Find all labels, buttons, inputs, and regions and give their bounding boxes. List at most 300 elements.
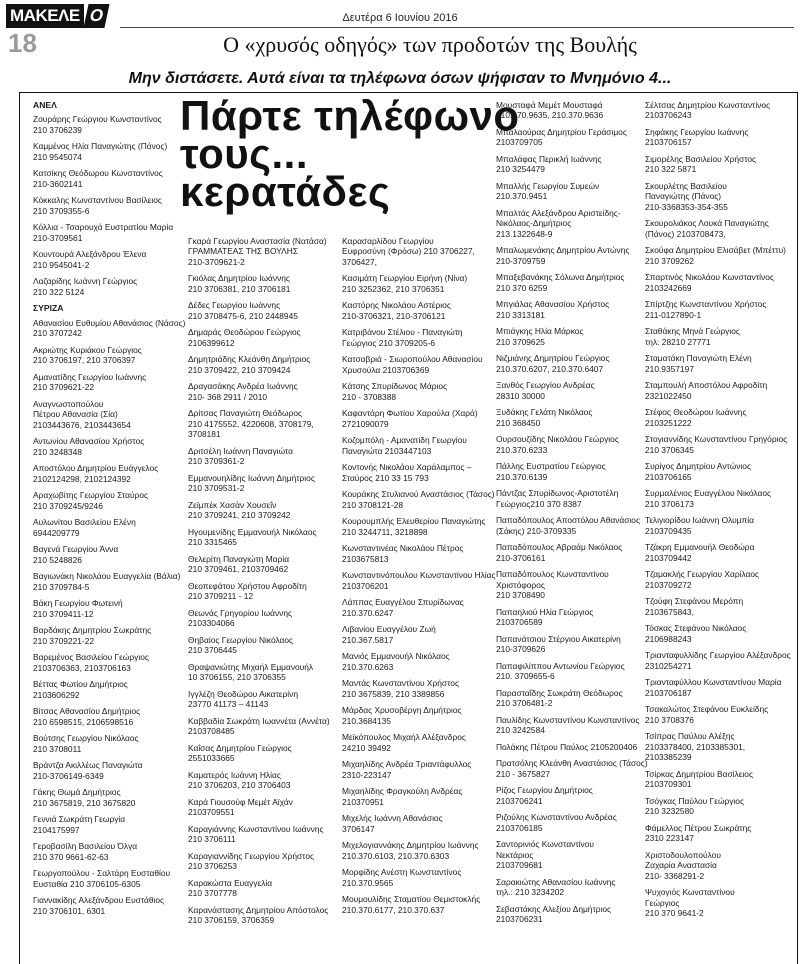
mp-entry — [33, 679, 183, 700]
mp-entry — [496, 353, 636, 374]
mp-entry — [33, 787, 183, 808]
mp-phone: 210 3709625 — [496, 336, 545, 347]
mp-entry — [342, 462, 490, 483]
mp-phone: 210 3708011 — [33, 743, 82, 754]
mp-name: Παπαδόπουλος Κωνσταντίνου — [496, 569, 609, 580]
mp-name: Συρίγος Δημητρίου Αντώνιος — [645, 461, 751, 472]
mp-phone: 2103378400, 2103385301, — [645, 741, 746, 752]
mp-name: Μπαλαούρας Δημητρίου Γεράσιμος — [496, 127, 627, 137]
mp-entry — [33, 706, 183, 727]
mp-name: Κωνσταντινόπουλου Κωνσταντίνου Ηλίας — [342, 570, 496, 581]
mp-name: Τσόγκας Παύλου Γεώργιος — [645, 795, 744, 806]
mp-entry — [496, 714, 640, 736]
mp-name: Παυλίδης Κωνσταντίνου Κωνσταντίνος — [496, 714, 640, 725]
mp-name: Ουρσουζίδης Νικολάου Γεώργιος — [496, 434, 619, 445]
mp-name: Λάππας Ευαγγέλου Σπυρίδωνας — [342, 597, 464, 608]
mp-entry — [33, 814, 183, 835]
mp-phone: 210.370.6207, 210.370.6407 — [496, 363, 604, 374]
mp-phone: 210 4175552, 4220608, 3708179, — [188, 418, 314, 429]
mp-entry — [188, 608, 333, 629]
mp-name: Σταύρος 210 33 15 793 — [342, 472, 429, 483]
mp-phone: 2103708485 — [188, 726, 235, 737]
mp-name: Τόσκας Στεφάνου Νικόλαος — [645, 623, 747, 634]
mp-entry — [342, 732, 490, 753]
mp-name: Ευσταθία 210 3706105-6305 — [33, 878, 141, 889]
mp-phone: 210 3709422, 210 3709424 — [188, 364, 291, 375]
mp-entry — [33, 195, 183, 216]
mp-entry — [188, 716, 333, 737]
mp-phone: 2103706157 — [645, 137, 692, 148]
mp-name: Μπαλάφας Περικλή Ιωάννης — [496, 154, 602, 164]
mp-entry — [33, 868, 183, 889]
mp-phone: 210 3242584 — [496, 725, 545, 736]
mp-phone: 210 3709355-6 — [33, 205, 90, 216]
mp-name: Νιζμιάνης Δημητρίου Γεώργιος — [496, 353, 610, 364]
mp-name: Πάντζας Σπυρίδωνος-Αριστοτέλη — [496, 488, 619, 499]
mp-phone: 2103706201 — [342, 580, 389, 591]
mp-phone: 210 3675819, 210 3675820 — [33, 797, 136, 808]
mp-name: Σκούφα Δημητρίου Ελισάβετ (Μπέττυ) — [645, 245, 786, 256]
mp-phone: 210 3706101, 6301 — [33, 905, 106, 916]
mp-entry — [645, 272, 795, 293]
mp-phone: 210- 368 2911 / 2010 — [188, 391, 268, 402]
mp-name: Τσίρκας Δημητρίου Βασίλειος — [645, 768, 753, 779]
mp-name: (Σάκης) 210-3709335 — [496, 525, 577, 536]
mp-name: Τσακαλώτος Στεφάνου Ευκλείδης — [645, 704, 769, 715]
mp-phone: 210 3252362, 210 3706351 — [342, 283, 445, 294]
mp-name: Δραγασάκης Ανδρέα Ιωάννης — [188, 381, 298, 392]
mp-phone: 210 3254479 — [496, 164, 545, 175]
mp-phone: 23770 41173 – 41143 — [188, 699, 269, 710]
mp-name: Καστόρης Νικολάου Αστέριος — [342, 300, 451, 311]
mp-phone: 2103443676, 2103443654 — [33, 419, 131, 430]
mp-phone: 3706147 — [342, 823, 375, 834]
mp-name: Γεώργιος 210 3709205-6 — [342, 337, 436, 348]
mp-name: Στέφος Θεοδώρου Ιωάννης — [645, 407, 747, 418]
mp-name: Σταμπουλή Αποστόλου Αφροδίτη — [645, 380, 768, 391]
issue-date: Δευτέρα 6 Ιουνίου 2016 — [342, 12, 458, 24]
mp-phone: 210 3706239 — [33, 124, 82, 135]
mp-entry — [645, 218, 795, 239]
mp-phone: 3706427, — [342, 256, 377, 267]
mp-name: Μπαλτάς Αλεξάνδρου Αριστείδης- — [496, 208, 621, 218]
mp-name: Καρά Γιουσούφ Μεμέτ Αϊχάν — [188, 796, 293, 807]
mp-phone: 2103709551 — [188, 807, 235, 818]
mp-entry — [188, 662, 333, 683]
mp-name: Καραγιάννης Κωνσταντίνου Ιωάννης — [188, 823, 324, 834]
mp-entry — [496, 758, 648, 779]
mp-name: Ηγουμενίδης Εμμανουήλ Νικόλαος — [188, 526, 317, 537]
mp-phone: 210 3709784-5 — [33, 581, 90, 592]
mp-name: Καματερός Ιωάννη Ηλίας — [188, 769, 281, 780]
mp-name: Γκιόλας Δημητρίου Ιωάννης — [188, 273, 290, 284]
mp-name: Δέδες Γεωργίου Ιωάννης — [188, 300, 281, 311]
mp-name: Μορφίδης Ανέστη Κωνσταντίνος — [342, 867, 462, 878]
logo-text: ΜΑΚΕΛΕ — [6, 4, 84, 28]
mp-name: Μουμουλίδης Σταματίου Θεμιστοκλής — [342, 894, 481, 905]
mp-phone: 210 368450 — [496, 417, 541, 428]
mp-entry — [33, 372, 183, 393]
mp-phone: 2310 223147 — [645, 833, 694, 844]
mp-phone: 210.3684135 — [342, 715, 391, 726]
mp-entry — [188, 236, 333, 267]
mp-name: Θελερίτη Παναγιώτη Μαρία — [188, 553, 290, 564]
mp-entry — [645, 796, 795, 817]
phone-list-column-2 — [188, 236, 333, 932]
subheadline: Μην διστάσετε. Αυτά είναι τα τηλέφωνα όσων ψήφισαν το Μνημόνιο 4... — [128, 70, 672, 87]
mp-phone: 210 370 9661-62-63 — [33, 851, 109, 862]
mp-phone: 210 3706481-2 — [496, 698, 553, 709]
mp-phone: 210 3708475-6, 210 2448945 — [188, 310, 298, 321]
mp-phone: 2103709301 — [645, 779, 692, 790]
mp-name: Τζάκρη Εμμανουήλ Θεοδώρα — [645, 542, 755, 553]
mp-phone: 210 3709221-22 — [33, 635, 95, 646]
mp-phone: 2103709435 — [645, 525, 692, 536]
mp-name: Αντωνίου Αθανασίου Χρήστος — [33, 436, 145, 447]
mp-entry — [645, 434, 795, 455]
mp-phone: 2103706363, 2103706163 — [33, 662, 131, 673]
mp-phone: 213.1322648-9 — [496, 228, 553, 239]
mp-phone: 210 322 5871 — [645, 164, 697, 175]
mp-entry — [188, 770, 333, 791]
mp-name: Ξανθός Γεωργίου Ανδρέας — [496, 380, 595, 391]
mp-name: Αυλωνίτου Βασιλείου Ελένη — [33, 517, 136, 528]
mp-name: Σκουρολιάκος Λουκά Παναγιώτης — [645, 218, 769, 229]
mp-name: Γεννιά Σωκράτη Γεωργία — [33, 814, 126, 825]
mp-entry — [496, 380, 636, 401]
mp-phone: 6944209779 — [33, 527, 80, 538]
mp-name: Βαρδάκης Δημητρίου Σωκράτης — [33, 625, 152, 636]
mp-phone: 210.370.6177, 210.370.637 — [342, 904, 445, 915]
mp-name: Μπαξεβανάκης Σόλωνα Δημήτριος — [496, 272, 625, 283]
mp-phone: 10 3706155, 210 3706355 — [188, 672, 286, 683]
mp-name: Χριστοδουλοπούλου — [645, 849, 721, 860]
mp-entry — [645, 887, 795, 918]
mp-entry — [188, 581, 333, 602]
mp-phone: 2103706187 — [645, 687, 692, 698]
header-rule — [120, 27, 794, 28]
mp-phone: 2103709442 — [645, 552, 692, 563]
mp-phone: 210.370.9565 — [342, 877, 394, 888]
mp-name: Γάκης Θωμά Δημήτριος — [33, 787, 121, 798]
mp-entry — [33, 222, 183, 243]
mp-name: Μανιός Εμμανουήλ Νικόλαος — [342, 651, 450, 662]
mp-name: Σαρακιώτης Αθανασίου Ιωάννης — [496, 876, 616, 887]
mp-name: Αθανασίου Ευθυμίου Αθανάσιος (Νάσος) — [33, 317, 186, 328]
mp-entry — [645, 353, 795, 374]
mp-entry — [342, 327, 490, 348]
mp-phone: 210 3675839, 210 3389856 — [342, 688, 445, 699]
mp-phone: 210.9357197 — [645, 363, 694, 374]
page-number: 18 — [8, 28, 37, 58]
mp-entry — [645, 127, 795, 148]
mp-entry — [496, 208, 636, 239]
mp-name: Γεροβασίλη Βασιλείου Όλγα — [33, 841, 138, 852]
mp-name: Παπανάτσιου Στέργιου Αικατερίνη — [496, 633, 621, 644]
mp-name: Γεωργοπούλου - Σαλτάρη Ευσταθίου — [33, 868, 171, 879]
mp-phone: 210 3313181 — [496, 309, 545, 320]
mp-name: Πολάκης Πέτρου Παύλος 2105200406 — [496, 741, 638, 752]
logo-mark: Ο — [83, 4, 109, 28]
mp-entry — [496, 542, 636, 563]
mp-entry — [496, 154, 636, 175]
phone-list-column-1 — [33, 100, 186, 922]
mp-entry — [645, 731, 795, 762]
mp-phone: 2103706231 — [496, 914, 543, 925]
mp-name: Μπαλωμενάκης Δημητρίου Αντώνης — [496, 245, 630, 256]
mp-name: Ακριώτης Κυριάκου Γεώργιος — [33, 344, 142, 355]
mp-phone: 210 3709361-2 — [188, 456, 245, 467]
mp-name: Ευφροσύνη (Φρόσω) 210 3706227, — [342, 246, 475, 257]
mp-name: Σεβαστάκης Αλεξίου Δημήτριος — [496, 903, 612, 914]
mp-entry — [496, 661, 636, 682]
mp-phone: 210 9545074 — [33, 151, 82, 162]
mp-entry — [33, 760, 183, 781]
mp-name: Σηφάκης Γεωργίου Ιωάννης — [645, 127, 749, 137]
mp-entry — [188, 905, 333, 926]
mp-entry — [496, 839, 636, 870]
mp-entry — [188, 554, 333, 575]
mp-entry — [496, 515, 640, 536]
mp-phone: 210 3706203, 210 3706403 — [188, 780, 291, 791]
mp-name: Μπιάγκης Ηλία Μάρκος — [496, 326, 584, 337]
mp-phone: 210 - 3675827 — [496, 768, 551, 779]
mp-entry — [33, 168, 183, 189]
mp-name: Δημητριάδης Κλεάνθη Δημήτριος — [188, 354, 311, 365]
mp-entry — [188, 273, 333, 294]
mp-phone: 210.367.5817 — [342, 634, 394, 645]
mp-entry — [342, 894, 490, 915]
mp-phone: 210 3709262 — [645, 255, 694, 266]
mp-name: Τελιγιορίδου Ιωάννη Ολυμπία — [645, 515, 754, 526]
mp-phone: 210 3707778 — [188, 888, 237, 899]
mp-entry — [188, 300, 333, 321]
mp-entry — [645, 769, 795, 790]
mp-phone: 2103385239 — [645, 752, 692, 763]
mp-name: Ψυχογιός Κωνσταντίνου — [645, 887, 735, 898]
mp-name: Βούτσης Γεωργίου Νικόλαος — [33, 733, 139, 744]
mp-phone: 210.370.6139 — [496, 471, 548, 482]
mp-entry — [188, 354, 333, 375]
mp-name: ΓΡΑΜΜΑΤΕΑΣ ΤΗΣ ΒΟΥΛΗΣ — [188, 246, 298, 257]
mp-entry — [188, 446, 333, 467]
mp-entry — [496, 488, 636, 509]
mp-name: Παναγιώτα 2103447103 — [342, 445, 432, 456]
mp-phone: 24210 39492 — [342, 742, 391, 753]
mp-phone: 210.370.6263 — [342, 661, 394, 672]
mp-name: Νεκτάριος — [496, 849, 534, 860]
mp-phone: 2310-223147 — [342, 769, 392, 780]
mp-name: Καρακώστα Ευαγγελία — [188, 877, 273, 888]
mp-phone: 210.370.9451 — [496, 191, 548, 202]
mp-entry — [645, 569, 795, 590]
mp-phone: 2103304066 — [188, 618, 235, 629]
mp-name: Καμμένος Ηλία Παναγιώτης (Πάνος) — [33, 141, 168, 152]
mp-phone: 210-3368353-354-355 — [645, 201, 728, 212]
mp-entry — [496, 877, 636, 898]
mp-entry — [188, 851, 333, 872]
big-title-line: Πάρτε τηλέφωνο — [180, 92, 520, 139]
mp-name: Σπαρτινός Νικολάου Κωνσταντίνος — [645, 272, 774, 283]
big-title-line: τους... — [180, 130, 309, 177]
mp-name: Μιχελογιαννάκης Δημητρίου Ιωάννης — [342, 840, 479, 851]
mp-name: Εμμανουηλίδης Ιωάννη Δημήτριος — [188, 472, 315, 483]
mp-name: Βίτσας Αθανασίου Δημήτριος — [33, 706, 141, 717]
mp-phone: 2103251222 — [645, 417, 692, 428]
mp-phone: 2103675843, — [645, 606, 694, 617]
mp-phone: 2551033665 — [188, 753, 235, 764]
mp-name: Θραψανιώτης Μιχαήλ Εμμανουήλ — [188, 661, 314, 672]
mp-phone: 210.370.6103, 210.370.6303 — [342, 850, 450, 861]
mp-phone: 210 9545041-2 — [33, 259, 90, 270]
mp-phone: 210 3706445 — [188, 645, 237, 656]
big-title-line: κερατάδες — [180, 168, 391, 215]
mp-phone: 210-3709561 — [33, 232, 83, 243]
mp-entry — [645, 100, 795, 121]
mp-phone: 210 3709621-22 — [33, 382, 95, 393]
mp-entry — [342, 813, 490, 834]
mp-entry — [33, 841, 183, 862]
mp-name: Σέλτσας Δημητρίου Κωνσταντίνος — [645, 100, 771, 110]
mp-name: Κοντονής Νικολάου Χαράλαμπος – — [342, 462, 472, 473]
mp-name: Βαρεμένος Βασιλείου Γεώργιος — [33, 652, 149, 663]
mp-entry — [33, 544, 183, 565]
mp-name: Ζεϊμπέκ Χασάν Χουσεΐν — [188, 499, 277, 510]
mp-name: Λαζαρίδης Ιωάννη Γεώργιος — [33, 276, 138, 287]
mp-entry — [645, 154, 795, 175]
mp-phone: 210.370.6233 — [496, 444, 548, 455]
mp-name: Ζουράρης Γεώργιου Κωνσταντίνος — [33, 114, 162, 125]
mp-name: Γκαρά Γεωργίου Αναστασία (Νατάσα) — [188, 236, 327, 246]
mp-entry — [496, 785, 636, 806]
mp-phone: 210 5248826 — [33, 554, 82, 565]
mp-phone: 210.370.9635, 210.370.9636 — [496, 110, 604, 121]
mp-name: Μάρδας Χρυσοβέργη Δημήτριος — [342, 705, 462, 716]
mp-phone: 210 3708376 — [645, 714, 694, 725]
mp-name: Αμανατίδης Γεωργίου Ιωάννης — [33, 371, 147, 382]
mp-entry — [188, 878, 333, 899]
mp-entry — [188, 327, 333, 348]
mp-entry — [496, 742, 636, 752]
mp-entry — [496, 688, 636, 709]
mp-name: Φάμελλος Πέτρου Σωκράτης — [645, 822, 752, 833]
mp-entry — [496, 434, 636, 455]
mp-name: Δριτσέλη Ιωάννη Παναγιώτα — [188, 445, 293, 456]
mp-entry — [645, 650, 795, 671]
mp-entry — [496, 812, 636, 833]
mp-name: Νικόλαος-Δημήτριος — [496, 218, 572, 229]
mp-name: Γεώργιος — [645, 897, 680, 908]
mp-entry — [342, 273, 490, 294]
mp-phone: 2103242669 — [645, 282, 692, 293]
mp-phone: 210 3315465 — [188, 537, 237, 548]
mp-phone: 210-3706161 — [496, 552, 546, 563]
mp-entry — [645, 850, 795, 881]
mp-name: Τριανταφυλλίδης Γεωργίου Αλέξανδρος — [645, 650, 791, 661]
mp-phone: 2103706165 — [645, 471, 692, 482]
mp-entry — [645, 596, 795, 617]
mp-entry — [645, 823, 795, 844]
mp-entry — [33, 114, 183, 135]
mp-entry — [496, 569, 636, 600]
mp-entry — [342, 786, 490, 807]
mp-phone: 2321022450 — [645, 390, 692, 401]
mp-name: Κωνσταντινέας Νικολάου Πέτρος — [342, 543, 464, 554]
mp-entry — [496, 299, 636, 320]
mp-phone: 2106988243 — [645, 633, 692, 644]
mp-phone: 210- 3368291-2 — [645, 870, 705, 881]
mp-name: Αποστόλου Δημητρίου Ευάγγελος — [33, 463, 159, 474]
mp-phone: τηλ: 28210 27771 — [645, 336, 711, 347]
mp-entry — [342, 678, 490, 699]
mp-entry — [33, 598, 183, 619]
mp-entry — [342, 705, 490, 726]
mp-name: Μιχαηλίδης Ανδρέα Τριαντάφυλλος — [342, 759, 472, 770]
mp-name: Σκουρλέτης Βασιλείου — [645, 181, 727, 191]
mp-phone: 2103709681 — [496, 860, 543, 871]
mp-entry — [33, 652, 183, 673]
mp-phone: 2103709272 — [645, 579, 692, 590]
mp-entry — [496, 181, 636, 202]
mp-name: Ιγγλέζη Θεοδώρου Αικατερίνη — [188, 688, 299, 699]
mp-entry — [496, 245, 636, 266]
mp-entry — [645, 299, 795, 320]
mp-entry — [33, 463, 183, 484]
mp-entry — [188, 824, 333, 845]
mp-name: Κατριβάνου Στέλιου - Παναγιώτη — [342, 327, 463, 338]
mp-phone: 210 3706253 — [188, 861, 237, 872]
mp-entry — [645, 245, 795, 266]
phone-list-column-3 — [342, 236, 496, 921]
mp-entry — [33, 141, 183, 162]
mp-phone: 210 370 9641-2 — [645, 908, 704, 919]
mp-name: Τριανταφύλλου Κωνσταντίνου Μαρία — [645, 677, 782, 688]
mp-name: Κασιμάτη Γεωργίου Ειρήνη (Νίνα) — [342, 273, 468, 284]
mp-entry — [342, 300, 490, 321]
mp-entry — [645, 677, 795, 698]
mp-entry — [188, 689, 333, 710]
mp-name: Ζαχαρία Αναστασία — [645, 860, 717, 871]
mp-phone: 210 - 3708388 — [342, 391, 397, 402]
big-title — [180, 92, 520, 215]
mp-entry — [33, 276, 183, 297]
mp-phone: 210 3709531-2 — [188, 483, 245, 494]
mp-phone: 210 3709461, 2103709462 — [188, 564, 289, 575]
mp-name: Χρυσούλα 2103706369 — [342, 364, 430, 375]
mp-entry — [342, 840, 490, 861]
mp-phone: 210 3709211 - 12 — [188, 591, 254, 602]
mp-name: Σταματάκη Παναγιώτη Ελένη — [645, 353, 752, 364]
mp-phone: 210 322 5124 — [33, 286, 85, 297]
party-heading: ΑΝΕΛ — [33, 100, 57, 110]
mp-name: (Πάνος) 2103708473, — [645, 228, 726, 239]
mp-phone: 210 3706159, 3706359 — [188, 915, 275, 926]
mp-name: Παπαηλιού Ηλία Γεώργιος — [496, 606, 594, 617]
mp-entry — [342, 236, 490, 267]
mp-name: Βάκη Γεωργίου Φωτεινή — [33, 598, 123, 609]
mp-phone: 210 3709245/9246 — [33, 500, 103, 511]
mp-entry — [33, 625, 183, 646]
mp-entry — [496, 461, 636, 482]
mp-name: Σαντορινιός Κωνσταντίνου — [496, 839, 594, 850]
mp-entry — [645, 542, 795, 563]
mp-entry — [645, 488, 795, 509]
mp-entry — [645, 326, 795, 347]
mp-entry — [188, 473, 333, 494]
mp-entry — [33, 733, 183, 754]
mp-entry — [496, 127, 636, 148]
mp-entry — [33, 345, 183, 366]
